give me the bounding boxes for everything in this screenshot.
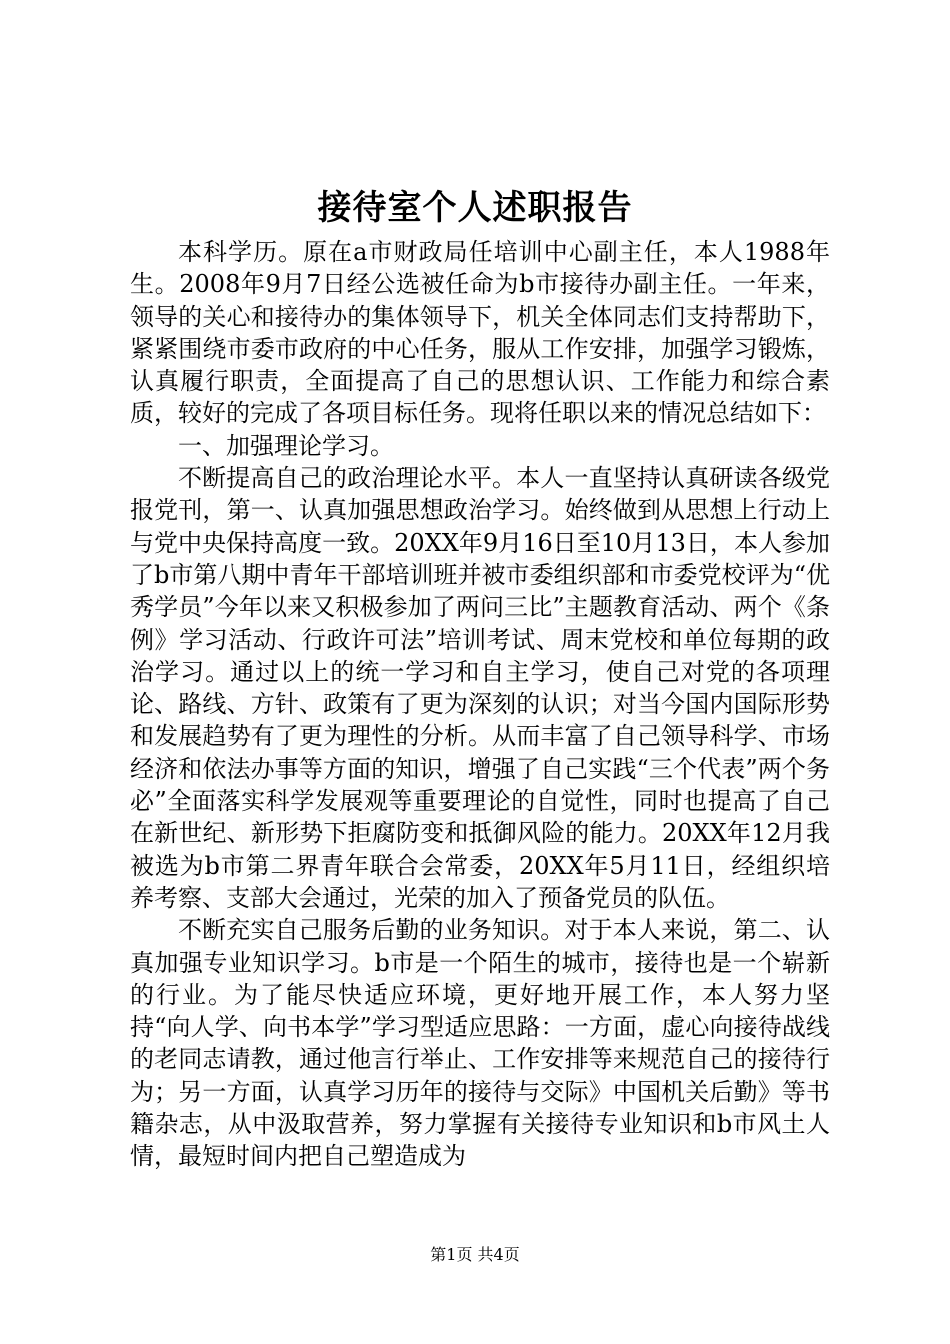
page-footer: 第1页 共4页 (430, 1245, 520, 1264)
paragraph-theory-study: 不断提高自己的政治理论水平。本人一直坚持认真研读各级党报党刊，第一、认真加强思想政治学习。始终做到从思想上行动上与党中央保持高度一致。20XX年9月16日至10月13日，本人参加了b市第八期中青年干部培训班并被市委组织部和市委党校评为“优秀学员”今年以来又积极参加了两问三比”主题教育活动、两个《条例》学习活动、行政许可法”培训考试、周末党校和单位每期的政治学习。通过以上的统一学习和自主学习，使自己对党的各项理论、路线、方针、政策有了更为深刻的认识；对当今国内国际形势和发展趋势有了更为理性的分析。从而丰富了自己领导科学、市场经济和依法办事等方面的知识，增强了自己实践“三个代表”两个务必”全面落实科学发展观等重要理论的自觉性，同时也提高了自己在新世纪、新形势下拒腐防变和抵御风险的能力。20XX年12月我被选为b市第二界青年联合会常委，20XX年5月11日，经组织培养考察、支部大会通过，光荣的加入了预备党员的队伍。 (130, 464, 830, 912)
paragraph-intro: 本科学历。原在a市财政局任培训中心副主任，本人1988年生。2008年9月7日经公选被任命为b市接待办副主任。一年来，领导的关心和接待办的集体领导下，机关全体同志们支持帮助下，紧紧围绕市委市政府的中心任务，服从工作安排，加强学习锻炼，认真履行职责，全面提高了自己的思想认识、工作能力和综合素质，较好的完成了各项目标任务。现将任职以来的情况总结如下： (130, 238, 830, 428)
paragraph-professional-study: 不断充实自己服务后勤的业务知识。对于本人来说，第二、认真加强专业知识学习。b市是一个陌生的城市，接待也是一个崭新的行业。为了能尽快适应环境，更好地开展工作，本人努力坚持“向人学、向书本学”学习型适应思路：一方面，虚心向接待战线的老同志请教，通过他言行举止、工作安排等来规范自己的接待行为；另一方面，认真学习历年的接待与交际》中国机关后勤》等书籍杂志，从中汲取营养，努力掌握有关接待专业知识和b市风土人情，最短时间内把自己塑造成为 (130, 916, 830, 1171)
paragraph-section-heading: 一、加强理论学习。 (178, 431, 394, 460)
document-title: 接待室个人述职报告 (317, 188, 633, 228)
document-body (130, 236, 830, 1173)
